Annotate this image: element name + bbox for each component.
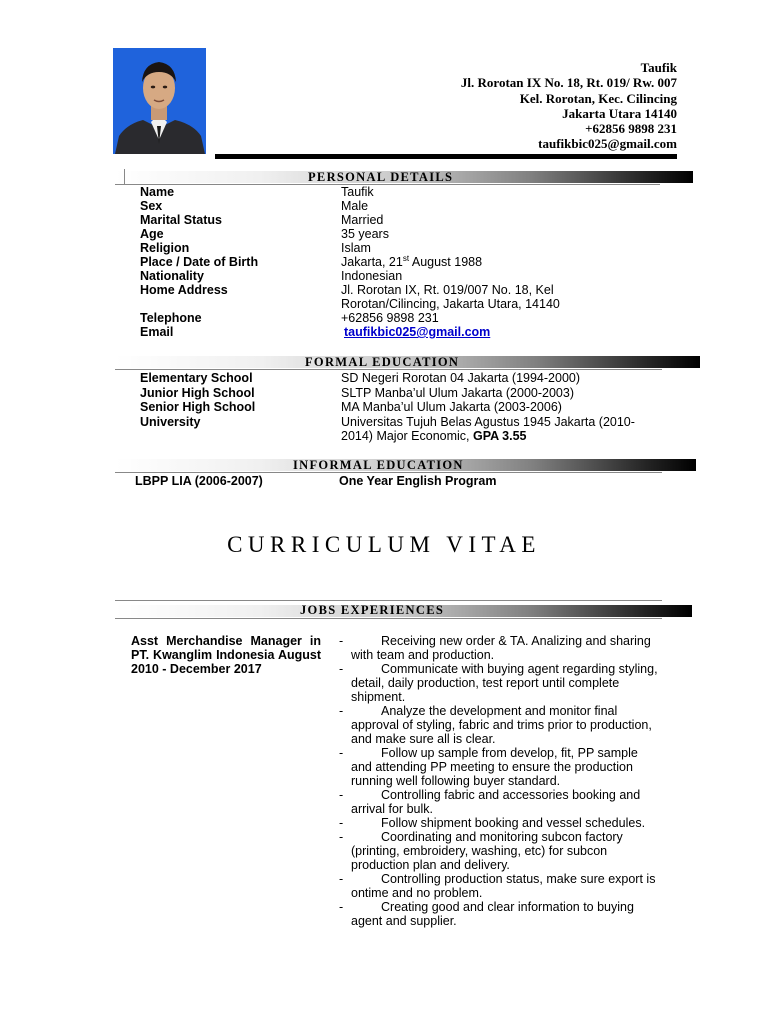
value-senior-high: MA Manba’ul Ulum Jakarta (2003-2006) xyxy=(341,400,562,414)
duty-text: Controlling production status, make sure export is ontime and no problem. xyxy=(351,872,656,900)
personal-section-bar xyxy=(115,171,693,183)
label-university: University xyxy=(140,415,201,429)
contact-block xyxy=(461,60,677,152)
value-sex: Male xyxy=(341,199,369,213)
duty-item xyxy=(339,900,659,928)
duty-item xyxy=(339,816,659,830)
jobs-section-bar xyxy=(115,604,692,616)
value-birth-post: August 1988 xyxy=(409,255,483,269)
formal-section-bar xyxy=(115,356,700,368)
value-elementary: SD Negeri Rorotan 04 Jakarta (1994-2000) xyxy=(341,371,581,385)
value-name: Taufik xyxy=(341,185,374,199)
profile-photo xyxy=(113,48,206,154)
job-duties xyxy=(339,634,659,928)
cv-title: CURRICULUM VITAE xyxy=(227,532,541,557)
value-home-address-line2: Rorotan/Cilincing, Jakarta Utara, 14140 xyxy=(341,297,560,311)
header-address-line3: Jakarta Utara 14140 xyxy=(562,105,677,121)
informal-section-title: INFORMAL EDUCATION xyxy=(293,458,464,472)
duty-bullet: - xyxy=(339,634,344,648)
person-photo-icon xyxy=(113,48,206,154)
value-age: 35 years xyxy=(341,227,389,241)
value-birth xyxy=(341,255,482,269)
value-junior-high: SLTP Manba’ul Ulum Jakarta (2000-2003) xyxy=(341,386,574,400)
value-birth-pre: Jakarta, 21 xyxy=(341,255,403,269)
duty-text: Communicate with buying agent regarding styling, detail, daily production, test report until complete shipment. xyxy=(351,662,658,704)
label-elementary: Elementary School xyxy=(140,371,253,385)
informal-value: One Year English Program xyxy=(339,474,497,488)
header-email: taufikbic025@gmail.com xyxy=(538,136,677,152)
duty-text: Creating good and clear information to buying agent and supplier. xyxy=(351,900,634,928)
header-rule xyxy=(215,154,677,159)
value-email[interactable] xyxy=(344,325,490,339)
duty-item xyxy=(339,746,659,788)
value-university-gpa: GPA 3.55 xyxy=(473,429,527,443)
job-position: Asst Merchandise Manager in PT. Kwanglim Indonesia August 2010 - December 2017 xyxy=(131,634,321,676)
duty-bullet: - xyxy=(339,788,344,802)
label-senior-high: Senior High School xyxy=(140,400,256,414)
formal-section-title: FORMAL EDUCATION xyxy=(305,355,460,369)
personal-section-title: PERSONAL DETAILS xyxy=(308,170,454,184)
value-university: Universitas Tujuh Belas Agustus 1945 Jakarta (2010- xyxy=(341,415,635,429)
informal-label: LBPP LIA (2006-2007) xyxy=(135,474,263,488)
value-marital-status: Married xyxy=(341,213,384,227)
duty-item xyxy=(339,872,659,900)
duty-item xyxy=(339,704,659,746)
duty-bullet: - xyxy=(339,900,344,914)
label-marital-status: Marital Status xyxy=(140,213,222,227)
informal-section-bar xyxy=(115,459,696,471)
label-junior-high: Junior High School xyxy=(140,386,255,400)
value-university-line2 xyxy=(341,429,527,443)
label-birth: Place / Date of Birth xyxy=(140,255,259,269)
label-sex: Sex xyxy=(140,199,163,213)
header-name: Taufik xyxy=(640,60,677,75)
duty-item xyxy=(339,788,659,816)
duty-text: Follow up sample from develop, fit, PP sample and attending PP meeting to ensure the production running well following buyer standard. xyxy=(351,746,638,788)
jobs-section-title: JOBS EXPERIENCES xyxy=(300,603,445,617)
duty-bullet: - xyxy=(339,662,344,676)
duty-item xyxy=(339,634,659,662)
duty-item xyxy=(339,830,659,872)
value-university-major: 2014) Major Economic, xyxy=(341,429,474,443)
duty-item xyxy=(339,662,659,704)
duty-bullet: - xyxy=(339,830,344,844)
label-name: Name xyxy=(140,185,175,199)
value-home-address: Jl. Rorotan IX, Rt. 019/007 No. 18, Kel xyxy=(341,283,554,297)
label-nationality: Nationality xyxy=(140,269,204,283)
value-nationality: Indonesian xyxy=(341,269,403,283)
duty-bullet: - xyxy=(339,704,344,718)
header-address-line1: Jl. Rorotan IX No. 18, Rt. 019/ Rw. 007 xyxy=(460,75,677,91)
label-religion: Religion xyxy=(140,241,190,255)
duty-text: Receiving new order & TA. Analizing and sharing with team and production. xyxy=(351,634,651,662)
header-phone: +62856 9898 231 xyxy=(585,121,677,137)
section-bar-edge xyxy=(124,169,125,185)
label-home-address: Home Address xyxy=(140,283,228,297)
duty-text: Analyze the development and monitor final approval of styling, fabric and trims prior to production, and make sure all is clear. xyxy=(351,704,652,746)
header-address-line2: Kel. Rorotan, Kec. Cilincing xyxy=(519,90,677,106)
value-religion: Islam xyxy=(341,241,371,255)
label-email: Email xyxy=(140,325,174,339)
value-telephone: +62856 9898 231 xyxy=(341,311,439,325)
duty-text: Coordinating and monitoring subcon factory (printing, embroidery, washing, etc) for subcon production plan and delivery. xyxy=(351,830,623,872)
label-telephone: Telephone xyxy=(140,311,202,325)
duty-text: Controlling fabric and accessories booking and arrival for bulk. xyxy=(351,788,641,816)
duty-bullet: - xyxy=(339,816,344,830)
label-age: Age xyxy=(140,227,164,241)
value-birth-sup: st xyxy=(402,253,410,263)
duty-text: Follow shipment booking and vessel schedules. xyxy=(381,816,646,830)
duty-bullet: - xyxy=(339,746,344,760)
duty-bullet: - xyxy=(339,872,344,886)
email-link[interactable]: taufikbic025@gmail.com xyxy=(344,325,491,339)
